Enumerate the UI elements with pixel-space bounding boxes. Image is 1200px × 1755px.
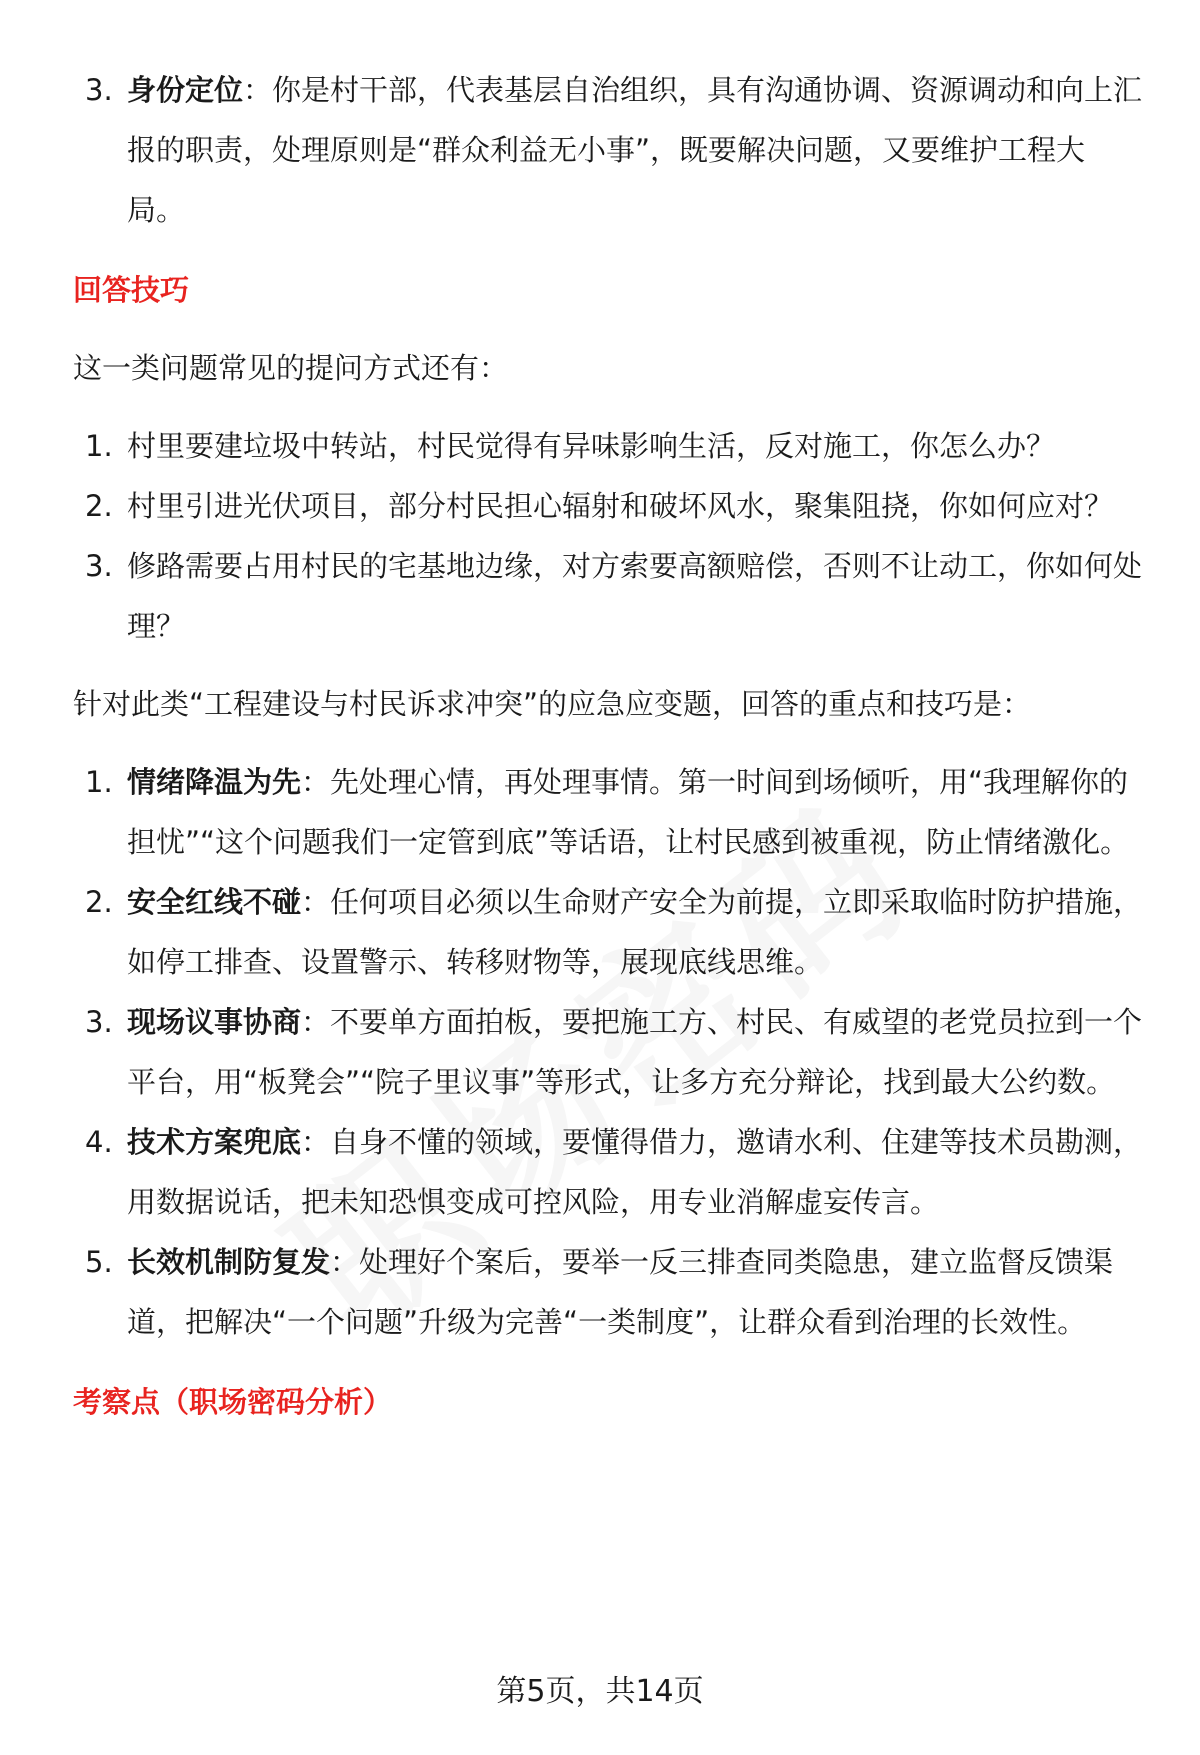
list-item (73, 60, 1143, 240)
list-text: 村里引进光伏项目，部分村民担心辐射和破坏风水，聚集阻挠，你如何应对？ (127, 489, 1114, 523)
page-number: 第5页，共14页 (496, 1674, 704, 1709)
list-text: ：你是村干部，代表基层自治组织，具有沟通协调、资源调动和向上汇报的职责，处理原则是“群众利益无小事”，既要解决问题，又要维护工程大局。 (127, 73, 1143, 227)
list-term: 技术方案兜底 (127, 1125, 302, 1159)
list-number: 4. (85, 1125, 113, 1159)
list-text: ：自身不懂的领域，要懂得借力，邀请水利、住建等技术员勘测，用数据说话，把未知恐惧变成可控风险，用专业消解虚妄传言。 (127, 1125, 1143, 1219)
list-item (73, 752, 1143, 872)
tips-lead: 这一类问题常见的提问方式还有： (73, 351, 509, 385)
list-item (73, 1112, 1143, 1232)
page-content (73, 60, 1143, 1432)
list-term: 现场议事协商 (127, 1005, 302, 1039)
list-term: 身份定位 (127, 73, 244, 107)
list-number: 1. (85, 765, 113, 799)
points-list (73, 752, 1143, 1352)
list-item (73, 536, 1143, 656)
list-text: ：任何项目必须以生命财产安全为前提，立即采取临时防护措施，如停工排查、设置警示、转移财物等，展现底线思维。 (127, 885, 1143, 979)
list-number: 2. (85, 489, 113, 523)
list-number: 2. (85, 885, 113, 919)
list-item (73, 416, 1143, 476)
intro-list (73, 60, 1143, 240)
section-heading-tips: 回答技巧 (73, 273, 190, 307)
list-number: 3. (85, 549, 113, 583)
list-term: 安全红线不碰 (127, 885, 302, 919)
list-text: ：不要单方面拍板，要把施工方、村民、有威望的老党员拉到一个平台，用“板凳会”“院子里议事”等形式，让多方充分辩论，找到最大公约数。 (127, 1005, 1143, 1099)
list-number: 3. (85, 73, 113, 107)
list-term: 长效机制防复发 (127, 1245, 331, 1279)
list-number: 5. (85, 1245, 113, 1279)
focus-lead: 针对此类“工程建设与村民诉求冲突”的应急应变题，回答的重点和技巧是： (73, 687, 1032, 721)
list-text: ：先处理心情，再处理事情。第一时间到场倾听，用“我理解你的担忧”“这个问题我们一定管到底”等话语，让村民感到被重视，防止情绪激化。 (127, 765, 1130, 859)
list-term: 情绪降温为先 (127, 765, 302, 799)
list-item (73, 1232, 1143, 1352)
list-item (73, 992, 1143, 1112)
list-number: 3. (85, 1005, 113, 1039)
list-text: ：处理好个案后，要举一反三排查同类隐患，建立监督反馈渠道，把解决“一个问题”升级为完善“一类制度”，让群众看到治理的长效性。 (127, 1245, 1114, 1339)
section-heading-exam: 考察点（职场密码分析） (73, 1385, 393, 1419)
list-item (73, 872, 1143, 992)
list-text: 修路需要占用村民的宅基地边缘，对方索要高额赔偿，否则不让动工，你如何处理？ (127, 549, 1143, 643)
list-item (73, 476, 1143, 536)
question-list (73, 416, 1143, 656)
list-number: 1. (85, 429, 113, 463)
list-text: 村里要建垃圾中转站，村民觉得有异味影响生活，反对施工，你怎么办？ (127, 429, 1056, 463)
